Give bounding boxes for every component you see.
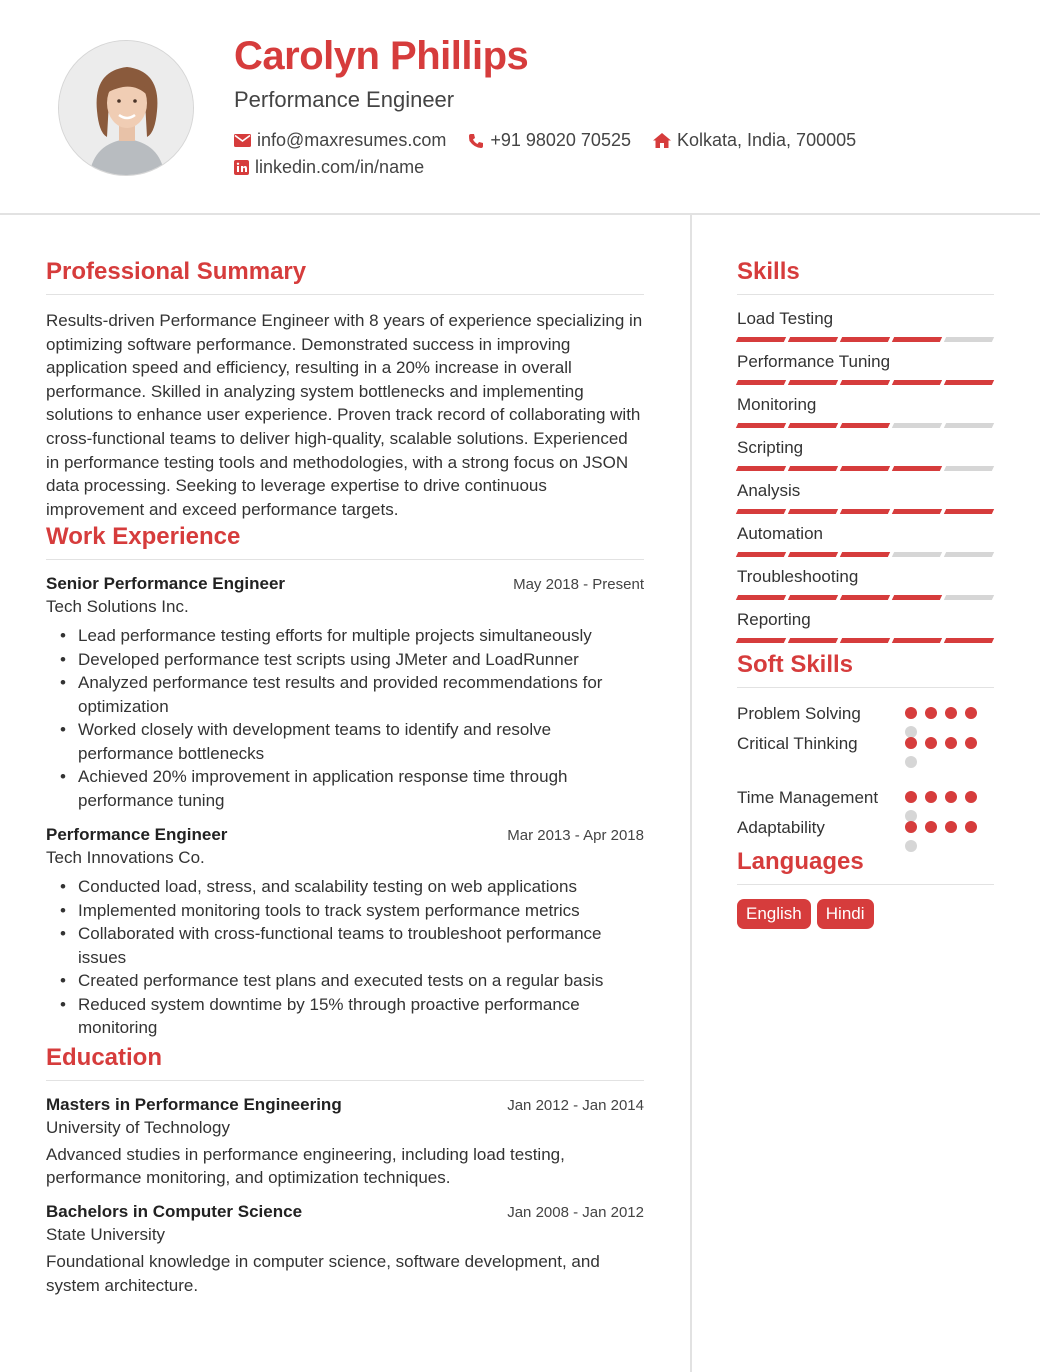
skill-item xyxy=(737,438,994,471)
skill-level-segment-filled xyxy=(892,466,942,471)
contact-email[interactable] xyxy=(234,130,446,151)
skill-item xyxy=(737,524,994,557)
skill-item xyxy=(737,352,994,385)
skill-item xyxy=(737,395,994,428)
column-divider xyxy=(690,215,692,1372)
languages-heading: Languages xyxy=(737,848,994,885)
skill-level-bar xyxy=(737,595,994,600)
rating-dot-filled xyxy=(945,707,957,719)
bullet-item: • Analyzed performance test results and provided recommendations for optimization xyxy=(78,671,644,718)
rating-dot-filled xyxy=(965,707,977,719)
skill-level-segment-filled xyxy=(788,595,838,600)
skill-level-segment-filled xyxy=(788,638,838,643)
skill-level-segment-filled xyxy=(788,509,838,514)
sidebar-column xyxy=(737,258,994,929)
bullet-item: • Conducted load, stress, and scalability testing on web applications xyxy=(78,875,644,899)
education-entry xyxy=(46,1202,644,1297)
rating-dot-empty xyxy=(905,840,917,852)
skill-level-segment-filled xyxy=(736,380,786,385)
skill-level-segment-filled xyxy=(788,552,838,557)
education-section xyxy=(46,1044,644,1297)
experience-section xyxy=(46,523,644,1040)
soft-skill-name: Problem Solving xyxy=(737,704,861,723)
skill-name: Troubleshooting xyxy=(737,567,859,586)
languages-list xyxy=(737,899,994,929)
email-text: info@maxresumes.com xyxy=(257,130,447,150)
school-name: University of Technology xyxy=(46,1117,230,1137)
skill-level-segment-filled xyxy=(788,423,838,428)
skill-level-segment-empty xyxy=(944,423,994,428)
skill-level-segment-filled xyxy=(892,380,942,385)
bullet-item: • Collaborated with cross-functional teams to troubleshoot performance issues xyxy=(78,922,644,969)
person-portrait-icon xyxy=(59,41,194,176)
skill-level-segment-filled xyxy=(892,509,942,514)
candidate-title: Performance Engineer xyxy=(234,87,455,112)
skill-level-bar xyxy=(737,337,994,342)
job-bullets xyxy=(78,624,644,812)
education-date: Jan 2012 - Jan 2014 xyxy=(507,1096,644,1114)
rating-dot-filled xyxy=(965,737,977,749)
skill-item xyxy=(737,481,994,514)
skill-level-segment-empty xyxy=(944,552,994,557)
skill-level-segment-filled xyxy=(840,423,890,428)
skill-level-segment-filled xyxy=(944,380,994,385)
degree-title: Masters in Performance Engineering xyxy=(46,1094,342,1114)
language-badge: English xyxy=(737,899,811,929)
job-title: Performance Engineer xyxy=(46,825,228,845)
experience-heading: Work Experience xyxy=(46,523,644,560)
skill-level-segment-empty xyxy=(892,423,942,428)
phone-icon xyxy=(468,133,484,149)
rating-dot-filled xyxy=(925,737,937,749)
job-title: Senior Performance Engineer xyxy=(46,574,286,594)
skill-level-segment-filled xyxy=(944,638,994,643)
summary-text: Results-driven Performance Engineer with 8 years of experience specializing in optimizing software performance. Demonstrated success in improving application speed and efficiency, resulting in a 20% increase in overall performance. Skilled in analyzing system bottlenecks and implementing solutions to enhance user experience. Proven track record of collaborating with cross-functional teams to deliver high-quality, scalable solutions. Experienced in performance testing tools and methodologies, with a strong focus on JSON data processing. Seeking to leverage expertise to drive continuous improvement and exceed performance targets. xyxy=(46,311,643,519)
skill-level-segment-empty xyxy=(944,337,994,342)
education-entry xyxy=(46,1095,644,1190)
bullet-item: • Achieved 20% improvement in application response time through performance tuning xyxy=(78,765,644,812)
education-description: Foundational knowledge in computer science, software development, and system architecture. xyxy=(46,1252,600,1295)
soft-skill-item xyxy=(737,732,994,786)
skill-level-segment-filled xyxy=(736,423,786,428)
skill-level-segment-empty xyxy=(944,466,994,471)
skill-level-segment-filled xyxy=(840,380,890,385)
skill-level-segment-filled xyxy=(788,466,838,471)
home-icon xyxy=(653,133,671,148)
company-name: Tech Innovations Co. xyxy=(46,848,205,868)
rating-dot-filled xyxy=(945,821,957,833)
company-name: Tech Solutions Inc. xyxy=(46,597,189,617)
soft-skills-heading: Soft Skills xyxy=(737,651,994,688)
skill-name: Reporting xyxy=(737,610,811,629)
skill-level-segment-filled xyxy=(736,595,786,600)
rating-dot-filled xyxy=(925,821,937,833)
envelope-icon xyxy=(234,134,251,147)
skill-level-segment-filled xyxy=(840,337,890,342)
skill-level-segment-filled xyxy=(736,509,786,514)
skill-level-segment-filled xyxy=(736,466,786,471)
skill-name: Automation xyxy=(737,524,823,543)
candidate-name: Carolyn Phillips xyxy=(234,34,529,78)
skill-level-segment-filled xyxy=(840,552,890,557)
bullet-item: • Created performance test plans and executed tests on a regular basis xyxy=(78,969,644,993)
rating-dot-filled xyxy=(925,707,937,719)
contact-phone[interactable] xyxy=(468,130,631,151)
language-badge: Hindi xyxy=(817,899,874,929)
skill-level-segment-filled xyxy=(892,595,942,600)
contact-location xyxy=(653,130,856,151)
skill-level-segment-empty xyxy=(944,595,994,600)
skill-level-bar xyxy=(737,552,994,557)
job-bullets xyxy=(78,875,644,1040)
skill-name: Monitoring xyxy=(737,395,817,414)
skill-name: Scripting xyxy=(737,438,804,457)
skills-list xyxy=(737,309,994,643)
linkedin-icon xyxy=(234,160,249,175)
skill-level-segment-filled xyxy=(736,337,786,342)
education-description: Advanced studies in performance engineering, including load testing, performance monitoring, and optimization techniques. xyxy=(46,1144,565,1188)
skill-level-segment-filled xyxy=(944,509,994,514)
soft-skills-section xyxy=(737,651,994,846)
degree-title: Bachelors in Computer Science xyxy=(46,1202,303,1222)
skills-section xyxy=(737,258,994,643)
job-date: May 2018 - Present xyxy=(513,576,644,594)
bullet-item: • Lead performance testing efforts for multiple projects simultaneously xyxy=(78,624,644,648)
education-date: Jan 2008 - Jan 2012 xyxy=(507,1204,644,1222)
rating-dot-filled xyxy=(905,707,917,719)
bullet-item: • Worked closely with development teams to identify and resolve performance bottlenecks xyxy=(78,718,644,765)
contact-row xyxy=(234,130,878,151)
job-entry xyxy=(46,825,644,1040)
summary-heading: Professional Summary xyxy=(46,258,644,295)
soft-skill-item xyxy=(737,786,994,816)
skill-level-segment-filled xyxy=(840,509,890,514)
summary-section xyxy=(46,258,644,521)
main-column xyxy=(46,258,644,1297)
rating-dot-filled xyxy=(945,737,957,749)
rating-dot-empty xyxy=(905,756,917,768)
skill-level-bar xyxy=(737,423,994,428)
skill-level-bar xyxy=(737,380,994,385)
skill-level-segment-empty xyxy=(892,552,942,557)
education-heading: Education xyxy=(46,1044,644,1081)
rating-dot-filled xyxy=(905,821,917,833)
rating-dot-filled xyxy=(905,737,917,749)
skill-item xyxy=(737,309,994,342)
soft-skill-name: Adaptability xyxy=(737,818,825,837)
skill-level-segment-filled xyxy=(892,638,942,643)
skill-level-bar xyxy=(737,466,994,471)
skill-level-segment-filled xyxy=(892,337,942,342)
languages-section xyxy=(737,848,994,929)
skill-item xyxy=(737,567,994,600)
skill-level-bar xyxy=(737,638,994,643)
skill-level-segment-filled xyxy=(788,337,838,342)
skill-level-segment-filled xyxy=(788,380,838,385)
profile-photo xyxy=(58,40,194,176)
skill-name: Analysis xyxy=(737,481,801,500)
resume-header xyxy=(0,0,1040,215)
skill-level-segment-filled xyxy=(840,595,890,600)
soft-skill-item xyxy=(737,702,994,732)
phone-text: +91 98020 70525 xyxy=(490,130,631,150)
bullet-item: • Developed performance test scripts using JMeter and LoadRunner xyxy=(78,648,644,672)
skill-level-bar xyxy=(737,509,994,514)
soft-skill-name: Critical Thinking xyxy=(737,734,858,753)
rating-dot-filled xyxy=(945,791,957,803)
skills-heading: Skills xyxy=(737,258,994,295)
bullet-item: • Implemented monitoring tools to track system performance metrics xyxy=(78,899,644,923)
skill-item xyxy=(737,610,994,643)
skill-level-segment-filled xyxy=(840,638,890,643)
skill-name: Load Testing xyxy=(737,309,834,328)
skill-name: Performance Tuning xyxy=(737,352,891,371)
rating-dot-filled xyxy=(965,791,977,803)
job-entry xyxy=(46,574,644,812)
skill-level-segment-filled xyxy=(736,638,786,643)
bullet-item: • Reduced system downtime by 15% through proactive performance monitoring xyxy=(78,993,644,1040)
linkedin-text: linkedin.com/in/name xyxy=(255,157,425,177)
soft-skill-item xyxy=(737,816,994,846)
rating-dot-filled xyxy=(925,791,937,803)
rating-dot-filled xyxy=(965,821,977,833)
job-date: Mar 2013 - Apr 2018 xyxy=(507,827,644,845)
soft-skill-name: Time Management xyxy=(737,788,879,807)
soft-skills-list xyxy=(737,702,994,846)
contact-linkedin[interactable] xyxy=(234,157,424,178)
skill-level-segment-filled xyxy=(736,552,786,557)
school-name: State University xyxy=(46,1225,166,1245)
contact-row-2 xyxy=(234,157,446,178)
location-text: Kolkata, India, 700005 xyxy=(676,130,857,150)
skill-level-segment-filled xyxy=(840,466,890,471)
rating-dot-filled xyxy=(905,791,917,803)
